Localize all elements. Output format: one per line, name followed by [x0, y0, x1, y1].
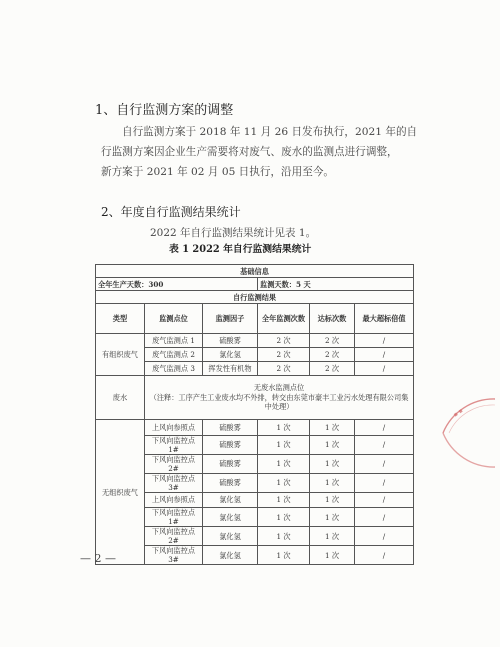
column-header: 类型 [96, 304, 145, 334]
cell: 废气监测点 3 [145, 362, 203, 376]
cell: 硫酸雾 [203, 334, 258, 348]
cell: / [355, 527, 414, 546]
cell: 1 次 [258, 473, 310, 492]
table-row [96, 376, 414, 420]
cell: 下风向监控点 2# [145, 454, 203, 473]
wastewater-title: 无废水监测点位 [253, 382, 305, 392]
table-row [96, 420, 414, 436]
cell: 下风向监控点 2# [145, 527, 203, 546]
cell: 上风向参照点 [145, 420, 203, 436]
cell: 氯化氢 [203, 527, 258, 546]
wastewater-note-cell [145, 376, 414, 420]
table-row [96, 334, 414, 348]
cell: 1 次 [310, 454, 355, 473]
cell: 1 次 [310, 508, 355, 527]
cell: 废气监测点 1 [145, 334, 203, 348]
section-1-line-2: 行监测方案因企业生产需要将对废气、废水的监测点进行调整， [101, 146, 398, 158]
type-cell: 有组织废气 [96, 334, 145, 376]
official-seal-icon [437, 395, 497, 470]
cell: 1 次 [258, 420, 310, 436]
results-title: 自行监测结果 [96, 291, 414, 304]
cell: 硫酸雾 [203, 454, 258, 473]
cell: 2 次 [258, 362, 310, 376]
cell: 氯化氢 [203, 508, 258, 527]
cell: / [355, 492, 414, 508]
cell: / [355, 348, 414, 362]
wastewater-note: （注释：工序产生工业废水均不外排，转交由东莞市豪丰工业污水处理有限公司集中处理） [149, 392, 409, 412]
cell: 2 次 [310, 362, 355, 376]
column-header: 监测因子 [203, 304, 258, 334]
cell: / [355, 454, 414, 473]
cell: 1 次 [258, 435, 310, 454]
column-header: 全年监测次数 [258, 304, 310, 334]
cell: 废气监测点 2 [145, 348, 203, 362]
table-row [96, 265, 414, 278]
cell: 1 次 [258, 508, 310, 527]
monitoring-days: 监测天数：5 天 [258, 278, 414, 291]
cell: / [355, 362, 414, 376]
cell: 1 次 [258, 454, 310, 473]
cell: 1 次 [258, 546, 310, 565]
cell: 1 次 [310, 435, 355, 454]
cell: 下风向监控点 3# [145, 473, 203, 492]
cell: / [355, 473, 414, 492]
table-caption: 表 1 2022 年自行监测结果统计 [169, 244, 312, 255]
basic-info-title: 基础信息 [96, 265, 414, 278]
table-row [96, 291, 414, 304]
cell: 1 次 [310, 546, 355, 565]
cell: 1 次 [310, 492, 355, 508]
column-header: 达标次数 [310, 304, 355, 334]
type-cell: 无组织废气 [96, 420, 145, 565]
cell: / [355, 334, 414, 348]
cell: / [355, 435, 414, 454]
svg-text:▪ ▪: ▪ ▪ [452, 407, 465, 419]
cell: 硫酸雾 [203, 420, 258, 436]
column-header: 最大超标倍值 [355, 304, 414, 334]
cell: 1 次 [258, 492, 310, 508]
cell: 2 次 [310, 334, 355, 348]
cell: 2 次 [258, 348, 310, 362]
cell: 氯化氢 [203, 492, 258, 508]
cell: 1 次 [310, 527, 355, 546]
production-days: 全年生产天数：300 [96, 278, 258, 291]
page-number: — 2 — [80, 552, 116, 565]
cell: 挥发性有机物 [203, 362, 258, 376]
section-1-line-1: 自行监测方案于 2018 年 11 月 26 日发布执行，2021 年的自 [122, 126, 418, 138]
cell: 2 次 [310, 348, 355, 362]
cell: 2 次 [258, 334, 310, 348]
cell: 1 次 [310, 420, 355, 436]
cell: / [355, 508, 414, 527]
monitoring-results-table [95, 264, 414, 565]
cell: / [355, 420, 414, 436]
type-cell: 废水 [96, 376, 145, 420]
cell: 氯化氢 [203, 348, 258, 362]
cell: 1 次 [310, 473, 355, 492]
table-row [96, 278, 414, 291]
cell: 硫酸雾 [203, 435, 258, 454]
section-2-intro: 2022 年自行监测结果统计见表 1。 [150, 227, 317, 239]
cell: 下风向监控点 1# [145, 508, 203, 527]
table-header-row [96, 304, 414, 334]
section-1-heading: 1、自行监测方案的调整 [95, 103, 234, 118]
column-header: 监测点位 [145, 304, 203, 334]
section-2-heading: 2、年度自行监测结果统计 [101, 205, 241, 219]
cell: 氯化氢 [203, 546, 258, 565]
cell: 下风向监控点 1# [145, 435, 203, 454]
cell: / [355, 546, 414, 565]
cell: 硫酸雾 [203, 473, 258, 492]
cell: 上风向参照点 [145, 492, 203, 508]
cell: 下风向监控点 3# [145, 546, 203, 565]
cell: 1 次 [258, 527, 310, 546]
section-1-line-3: 新方案于 2021 年 02 月 05 日执行，沿用至今。 [101, 166, 335, 178]
